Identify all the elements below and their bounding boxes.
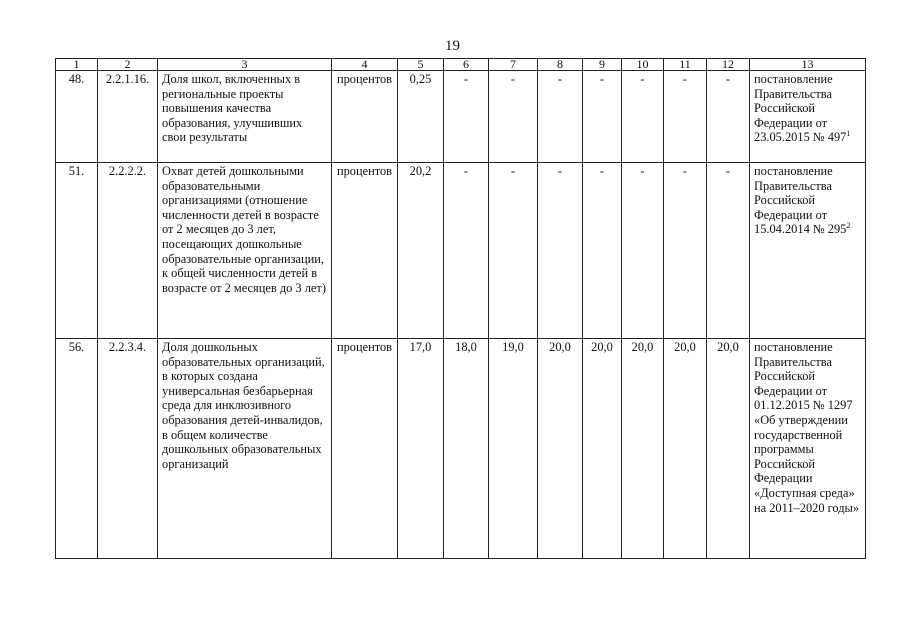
header-cell: 7 — [489, 59, 538, 71]
unit-cell: процентов — [332, 71, 398, 163]
header-cell: 6 — [444, 59, 489, 71]
header-cell: 11 — [664, 59, 707, 71]
value-cell: - — [707, 71, 750, 163]
value-cell: - — [664, 71, 707, 163]
row-number: 48. — [56, 71, 98, 163]
footnote-mark: 2 — [846, 221, 851, 231]
header-cell: 2 — [98, 59, 158, 71]
header-cell: 9 — [583, 59, 622, 71]
indicator-code: 2.2.3.4. — [98, 339, 158, 559]
header-cell: 3 — [158, 59, 332, 71]
unit-cell: процентов — [332, 339, 398, 559]
value-cell: 20,0 — [664, 339, 707, 559]
table-row — [56, 163, 866, 339]
value-cell: - — [583, 163, 622, 339]
document-text: постановление Правительства Российской Федерации от 15.04.2014 № 295 — [754, 164, 847, 237]
page-number: 19 — [445, 38, 460, 54]
value-cell: 20,0 — [538, 339, 583, 559]
unit-cell: процентов — [332, 163, 398, 339]
value-cell: - — [444, 71, 489, 163]
document-reference — [750, 339, 866, 559]
indicator-code: 2.2.2.2. — [98, 163, 158, 339]
header-cell: 5 — [398, 59, 444, 71]
value-cell: 18,0 — [444, 339, 489, 559]
header-cell: 13 — [750, 59, 866, 71]
header-cell: 8 — [538, 59, 583, 71]
value-cell: - — [538, 71, 583, 163]
indicator-name: Охват детей дошкольными образовательными организациями (отношение численности детей в возрасте от 2 месяцев до 3 лет, посещающих дошкольные образовательные организации, к общей численности детей в возрасте от 2 месяцев до 3 лет) — [158, 163, 332, 339]
value-cell: - — [622, 71, 664, 163]
indicators-table — [55, 58, 866, 559]
header-row — [56, 59, 866, 71]
indicator-name: Доля дошкольных образовательных организаций, в которых создана универсальная безбарьерная среда для инклюзивного образования детей-инвалидов, в общем количестве дошкольных образовательных организаций — [158, 339, 332, 559]
value-cell: - — [622, 163, 664, 339]
header-cell: 4 — [332, 59, 398, 71]
value-cell: - — [444, 163, 489, 339]
table-row — [56, 339, 866, 559]
document-text: постановление Правительства Российской Федерации от 23.05.2015 № 497 — [754, 72, 847, 145]
value-cell: - — [664, 163, 707, 339]
value-cell: - — [489, 71, 538, 163]
document-text: постановление Правительства Российской Федерации от 01.12.2015 № 1297 «Об утверждении государственной программы Российской Федерации «Доступная среда» на 2011–2020 годы» — [754, 340, 860, 515]
value-cell: - — [583, 71, 622, 163]
header-cell: 10 — [622, 59, 664, 71]
value-cell: 0,25 — [398, 71, 444, 163]
header-cell: 12 — [707, 59, 750, 71]
value-cell: 20,0 — [707, 339, 750, 559]
header-cell: 1 — [56, 59, 98, 71]
document-reference — [750, 163, 866, 339]
value-cell: - — [538, 163, 583, 339]
indicator-name: Доля школ, включенных в региональные проекты повышения качества образования, улучшивших свои результаты — [158, 71, 332, 163]
indicator-code: 2.2.1.16. — [98, 71, 158, 163]
value-cell: - — [707, 163, 750, 339]
footnote-mark: 1 — [846, 129, 851, 139]
row-number: 51. — [56, 163, 98, 339]
value-cell: 20,0 — [583, 339, 622, 559]
value-cell: - — [489, 163, 538, 339]
value-cell: 20,2 — [398, 163, 444, 339]
table-row — [56, 71, 866, 163]
value-cell: 19,0 — [489, 339, 538, 559]
value-cell: 17,0 — [398, 339, 444, 559]
row-number: 56. — [56, 339, 98, 559]
value-cell: 20,0 — [622, 339, 664, 559]
document-reference — [750, 71, 866, 163]
